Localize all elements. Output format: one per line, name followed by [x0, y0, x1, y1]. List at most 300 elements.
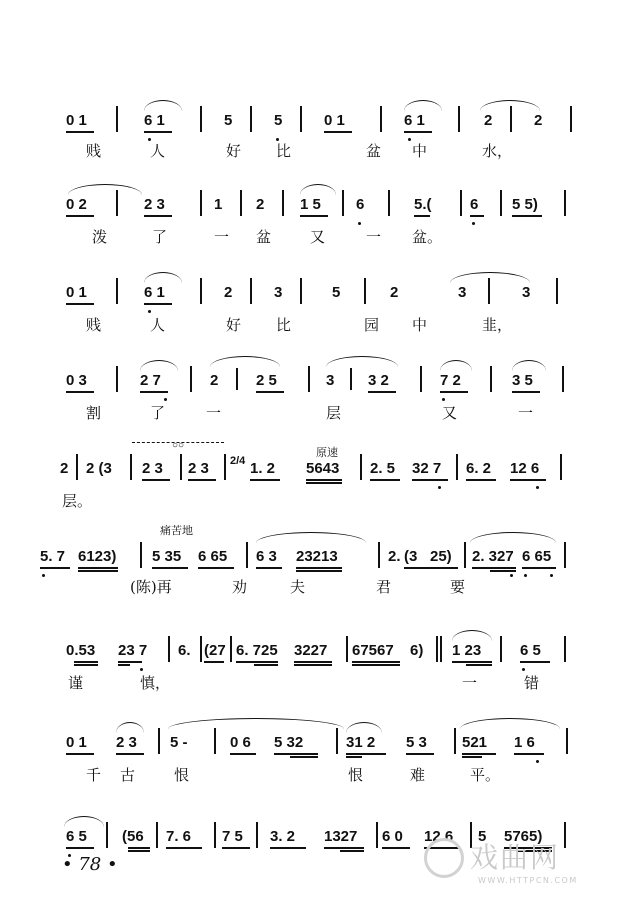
- barline: [214, 822, 216, 848]
- note: 3: [326, 372, 335, 389]
- underline: [230, 753, 256, 755]
- barline: [190, 366, 192, 392]
- note-group: 2. 5: [370, 460, 396, 477]
- barline: [564, 190, 566, 216]
- barline: [116, 278, 118, 304]
- barline: [500, 190, 502, 216]
- barline: [440, 636, 442, 662]
- note-group: 6 5: [66, 828, 87, 845]
- low-octave-dot: [442, 398, 445, 401]
- barline: [436, 636, 438, 662]
- note-group: 3227: [294, 642, 328, 659]
- slur: [450, 272, 530, 283]
- underline: [340, 850, 364, 852]
- lyric: 错: [524, 674, 540, 692]
- barline: [464, 542, 466, 568]
- lyric: 层。: [62, 492, 93, 510]
- underline: [188, 479, 216, 481]
- slur: [144, 100, 182, 111]
- lyric: 比: [276, 316, 292, 334]
- barline: [342, 190, 344, 216]
- lyric: 难: [410, 766, 426, 784]
- note-group: 1 5: [300, 196, 321, 213]
- lyric: 君: [376, 578, 392, 596]
- underline: [256, 391, 284, 393]
- underline: [144, 303, 172, 305]
- underline: [296, 567, 342, 569]
- note-group: 2. 327: [472, 548, 514, 565]
- low-octave-dot: [536, 486, 539, 489]
- underline: [462, 756, 482, 758]
- watermark-text: 戏曲网: [470, 841, 561, 874]
- note: 2.: [388, 548, 401, 565]
- underline: [198, 567, 234, 569]
- note-group: 6 0: [382, 828, 403, 845]
- underline: [66, 847, 94, 849]
- slur: [168, 718, 344, 729]
- underline: [74, 661, 98, 663]
- underline: [512, 391, 540, 393]
- note-group: 5 5): [512, 196, 538, 213]
- underline: [510, 479, 546, 481]
- underline: [452, 661, 492, 663]
- barline: [200, 636, 202, 662]
- lyric: 园: [364, 316, 380, 334]
- note: 2: [60, 460, 69, 477]
- slur: [404, 100, 442, 111]
- note-group: 5643: [306, 460, 340, 477]
- underline: [78, 570, 118, 572]
- note-group: 5 32: [274, 734, 304, 751]
- slur: [116, 722, 144, 733]
- low-octave-dot: [164, 398, 167, 401]
- lyric: 贱: [86, 142, 102, 160]
- staff-row-3: [60, 272, 580, 314]
- barline: [168, 636, 170, 662]
- note-group: 6123): [78, 548, 117, 565]
- slur: [256, 532, 366, 543]
- barline: [158, 728, 160, 754]
- note-group: 5765): [504, 828, 543, 845]
- slur: [440, 360, 472, 371]
- low-octave-dot: [140, 668, 143, 671]
- underline: [440, 391, 468, 393]
- underline: [300, 215, 328, 217]
- barline: [460, 190, 462, 216]
- barline: [556, 278, 558, 304]
- underline: [144, 131, 172, 133]
- lyric: 好: [226, 142, 242, 160]
- underline: [346, 756, 362, 758]
- underline: [128, 847, 150, 849]
- lyric: 中: [412, 316, 428, 334]
- underline: [294, 664, 332, 666]
- lyric: 一: [518, 404, 534, 422]
- note-group: 7. 6: [166, 828, 192, 845]
- note: (3: [404, 548, 418, 565]
- underline: [140, 391, 168, 393]
- note: 2: [484, 112, 493, 129]
- note-group: 6 65: [522, 548, 552, 565]
- barline: [300, 278, 302, 304]
- note-group: 0 1: [66, 734, 87, 751]
- barline: [200, 278, 202, 304]
- barline: [456, 454, 458, 480]
- lyric: 盆。: [412, 228, 443, 246]
- tempo-annotation: 原速: [316, 446, 338, 459]
- slur: [470, 532, 556, 543]
- note-group: 0 3: [66, 372, 87, 389]
- underline: [462, 753, 496, 755]
- note-group: 0 2: [66, 196, 87, 213]
- lyric: 一: [206, 404, 222, 422]
- note-group: 0 1: [324, 112, 345, 129]
- barline: [570, 106, 572, 132]
- barline: [488, 278, 490, 304]
- low-octave-dot: [550, 574, 553, 577]
- underline: [66, 303, 94, 305]
- note-group: 1 23: [452, 642, 482, 659]
- note: 6: [356, 196, 365, 213]
- barline: [236, 368, 238, 390]
- slur: [512, 360, 546, 371]
- note-group: 7 2: [440, 372, 461, 389]
- note-group: 67567: [352, 642, 394, 659]
- note-group: 6 3: [256, 548, 277, 565]
- note-group: 2 (3: [86, 460, 112, 477]
- low-octave-dot: [438, 486, 441, 489]
- barline: [300, 106, 302, 132]
- note-group: 25): [430, 548, 452, 565]
- staff-row-4: [60, 360, 580, 402]
- underline: [404, 567, 458, 569]
- underline: [256, 567, 282, 569]
- underline: [490, 570, 516, 572]
- note-group: 0 6: [230, 734, 251, 751]
- note-group: 6 1: [404, 112, 425, 129]
- barline: [360, 454, 362, 480]
- low-octave-dot: [358, 222, 361, 225]
- lyric: (陈)再: [130, 578, 172, 596]
- lyric: 盆: [256, 228, 272, 246]
- underline: [512, 215, 542, 217]
- note: 2: [390, 284, 399, 301]
- lyric: 一: [462, 674, 478, 692]
- note-group: 2 3: [142, 460, 163, 477]
- underline: [250, 479, 280, 481]
- note-group: 3 2: [368, 372, 389, 389]
- barline: [564, 542, 566, 568]
- note-group: 23 7: [118, 642, 148, 659]
- note-group: 5 35: [152, 548, 182, 565]
- underline: [412, 479, 448, 481]
- note: 3: [274, 284, 283, 301]
- note-group: 32 7: [412, 460, 442, 477]
- underline: [470, 215, 484, 217]
- note: 6.: [178, 642, 191, 659]
- barline: [346, 636, 348, 662]
- lyric: 盆: [366, 142, 382, 160]
- barline: [230, 636, 232, 662]
- underline: [66, 391, 94, 393]
- barline: [116, 366, 118, 392]
- underline: [66, 215, 94, 217]
- note: 3: [522, 284, 531, 301]
- barline: [156, 822, 158, 848]
- barline: [246, 542, 248, 568]
- underline: [324, 847, 364, 849]
- underline: [66, 131, 94, 133]
- low-octave-dot: [472, 222, 475, 225]
- note: 2: [256, 196, 265, 213]
- staff-row-1: [60, 100, 580, 142]
- note-group: 2 5: [256, 372, 277, 389]
- lyric: 了: [152, 228, 168, 246]
- lyric: 夫: [290, 578, 306, 596]
- staff-row-5: [60, 440, 580, 490]
- note-group: 0.53: [66, 642, 96, 659]
- low-octave-dot: [42, 574, 45, 577]
- underline: [406, 753, 434, 755]
- note-group: 7 5: [222, 828, 243, 845]
- underline: [118, 664, 130, 666]
- underline: [368, 391, 396, 393]
- note: 1: [214, 196, 223, 213]
- underline: [382, 847, 410, 849]
- barline: [566, 728, 568, 754]
- lyric: 要: [450, 578, 466, 596]
- note-group: 0 1: [66, 112, 87, 129]
- barline: [308, 366, 310, 392]
- note: 5 -: [170, 734, 188, 751]
- note-group: 6 65: [198, 548, 228, 565]
- lyric: 了: [150, 404, 166, 422]
- barline: [376, 822, 378, 848]
- note-group: 0 1: [66, 284, 87, 301]
- underline: [346, 753, 386, 755]
- underline: [144, 215, 172, 217]
- barline: [282, 190, 284, 216]
- underline: [116, 753, 144, 755]
- barline: [250, 278, 252, 304]
- underline: [306, 482, 342, 484]
- barline: [490, 366, 492, 392]
- underline: [324, 131, 352, 133]
- barline: [256, 822, 258, 848]
- bracket: [132, 442, 224, 449]
- note-group: 6. 2: [466, 460, 492, 477]
- lyric: 层: [326, 404, 342, 422]
- note-group: 23213: [296, 548, 338, 565]
- underline: [270, 847, 306, 849]
- low-octave-dot: [524, 574, 527, 577]
- barline: [500, 636, 502, 662]
- time-signature: 2/4: [230, 455, 246, 467]
- note-group: 2 7: [140, 372, 161, 389]
- barline: [336, 728, 338, 754]
- slur: [140, 360, 178, 371]
- underline: [514, 753, 544, 755]
- lyric: 人: [150, 142, 166, 160]
- barline: [420, 366, 422, 392]
- lyric: 一: [214, 228, 230, 246]
- underline: [274, 753, 318, 755]
- lyric: 好: [226, 316, 242, 334]
- underline: [414, 215, 430, 217]
- underline: [520, 661, 550, 663]
- lyric: 一: [366, 228, 382, 246]
- underline: [306, 479, 342, 481]
- barline: [240, 190, 242, 216]
- lyric: 水，: [482, 142, 513, 160]
- barline: [224, 454, 226, 480]
- underline: [74, 664, 98, 666]
- underline: [290, 756, 318, 758]
- underline: [66, 753, 94, 755]
- underline: [142, 479, 170, 481]
- note: 6): [410, 642, 424, 659]
- underline: [352, 664, 400, 666]
- barline: [510, 106, 512, 132]
- note: 5: [224, 112, 233, 129]
- expression-annotation: 痛苦地: [160, 524, 193, 537]
- lyric: 古: [120, 766, 136, 784]
- lyric: 千: [86, 766, 102, 784]
- barline: [350, 368, 352, 390]
- note-group: 6. 725: [236, 642, 278, 659]
- staff-row-6: [40, 536, 580, 578]
- underline: [296, 570, 342, 572]
- lyric: 人: [150, 316, 166, 334]
- watermark: [430, 836, 578, 885]
- note: 5: [478, 828, 487, 845]
- slur: [460, 718, 560, 729]
- note-group: 6 1: [144, 112, 165, 129]
- barline: [388, 190, 390, 216]
- lyric: 比: [276, 142, 292, 160]
- lyric: 劝: [232, 578, 248, 596]
- note-group: 12 6: [510, 460, 540, 477]
- underline: [404, 131, 432, 133]
- barline: [564, 636, 566, 662]
- slur: [68, 184, 142, 195]
- underline: [466, 479, 496, 481]
- note-group: 12 6: [424, 828, 454, 845]
- staff-row-7: [60, 630, 580, 672]
- slur: [144, 272, 182, 283]
- slur: [64, 816, 104, 827]
- note-group: 3 5: [512, 372, 533, 389]
- lyric: 割: [86, 404, 102, 422]
- lyric: 贱: [86, 316, 102, 334]
- low-octave-dot: [148, 310, 151, 313]
- note: 2: [224, 284, 233, 301]
- slur: [300, 184, 336, 195]
- slur: [326, 356, 398, 367]
- note-group: 2 3: [144, 196, 165, 213]
- lyric: 韭，: [482, 316, 513, 334]
- note: 2: [210, 372, 219, 389]
- underline: [254, 664, 278, 666]
- lyric: 又: [310, 228, 326, 246]
- underline: [128, 850, 150, 852]
- lyric: 平。: [470, 766, 501, 784]
- underline: [152, 567, 188, 569]
- note-group: 1. 2: [250, 460, 276, 477]
- barline: [76, 454, 78, 480]
- watermark-url: WWW.HTTPCN.COM: [478, 876, 578, 885]
- lyric: 泼: [92, 228, 108, 246]
- barline: [214, 728, 216, 754]
- underline: [204, 661, 224, 663]
- slur: [346, 722, 382, 733]
- barline: [378, 542, 380, 568]
- barline: [454, 728, 456, 754]
- underline: [118, 661, 142, 663]
- slur: [210, 356, 280, 367]
- underline: [472, 567, 516, 569]
- barline: [562, 366, 564, 392]
- note-group: 6 1: [144, 284, 165, 301]
- slur: [452, 630, 492, 641]
- underline: [78, 567, 118, 569]
- underline: [166, 847, 202, 849]
- barline: [180, 454, 182, 480]
- note-group: 3. 2: [270, 828, 296, 845]
- barline: [130, 454, 132, 480]
- lyric: 恨: [174, 766, 190, 784]
- underline: [236, 661, 278, 663]
- note: 6: [470, 196, 479, 213]
- staff-row-2: [60, 184, 580, 226]
- lyric: 慎，: [140, 674, 171, 692]
- underline: [370, 479, 400, 481]
- underline: [294, 661, 332, 663]
- watermark-logo-icon: [424, 838, 464, 878]
- underline: [222, 847, 250, 849]
- barline: [250, 106, 252, 132]
- note: 5.(: [414, 196, 432, 213]
- underline: [522, 567, 556, 569]
- page-number: • 78 •: [62, 854, 118, 875]
- barline: [116, 106, 118, 132]
- barline: [560, 454, 562, 480]
- note-group: 1 6: [514, 734, 535, 751]
- note-group: 6 5: [520, 642, 541, 659]
- underline: [466, 664, 492, 666]
- low-octave-dot: [522, 668, 525, 671]
- lyric: 恨: [348, 766, 364, 784]
- staff-row-8: [60, 722, 580, 764]
- barline: [380, 106, 382, 132]
- note-group: 1327: [324, 828, 358, 845]
- barline: [200, 190, 202, 216]
- note-group: 31 2: [346, 734, 376, 751]
- underline: [40, 567, 70, 569]
- barline: [200, 106, 202, 132]
- lyric: 谨: [68, 674, 84, 692]
- lyric: 又: [442, 404, 458, 422]
- note-group: 2 3: [188, 460, 209, 477]
- note-group: (56: [122, 828, 144, 845]
- note-group: (27: [204, 642, 226, 659]
- barline: [140, 542, 142, 568]
- barline: [106, 822, 108, 848]
- note: 2: [534, 112, 543, 129]
- low-octave-dot: [510, 574, 513, 577]
- note: 3: [458, 284, 467, 301]
- note-group: 521: [462, 734, 488, 751]
